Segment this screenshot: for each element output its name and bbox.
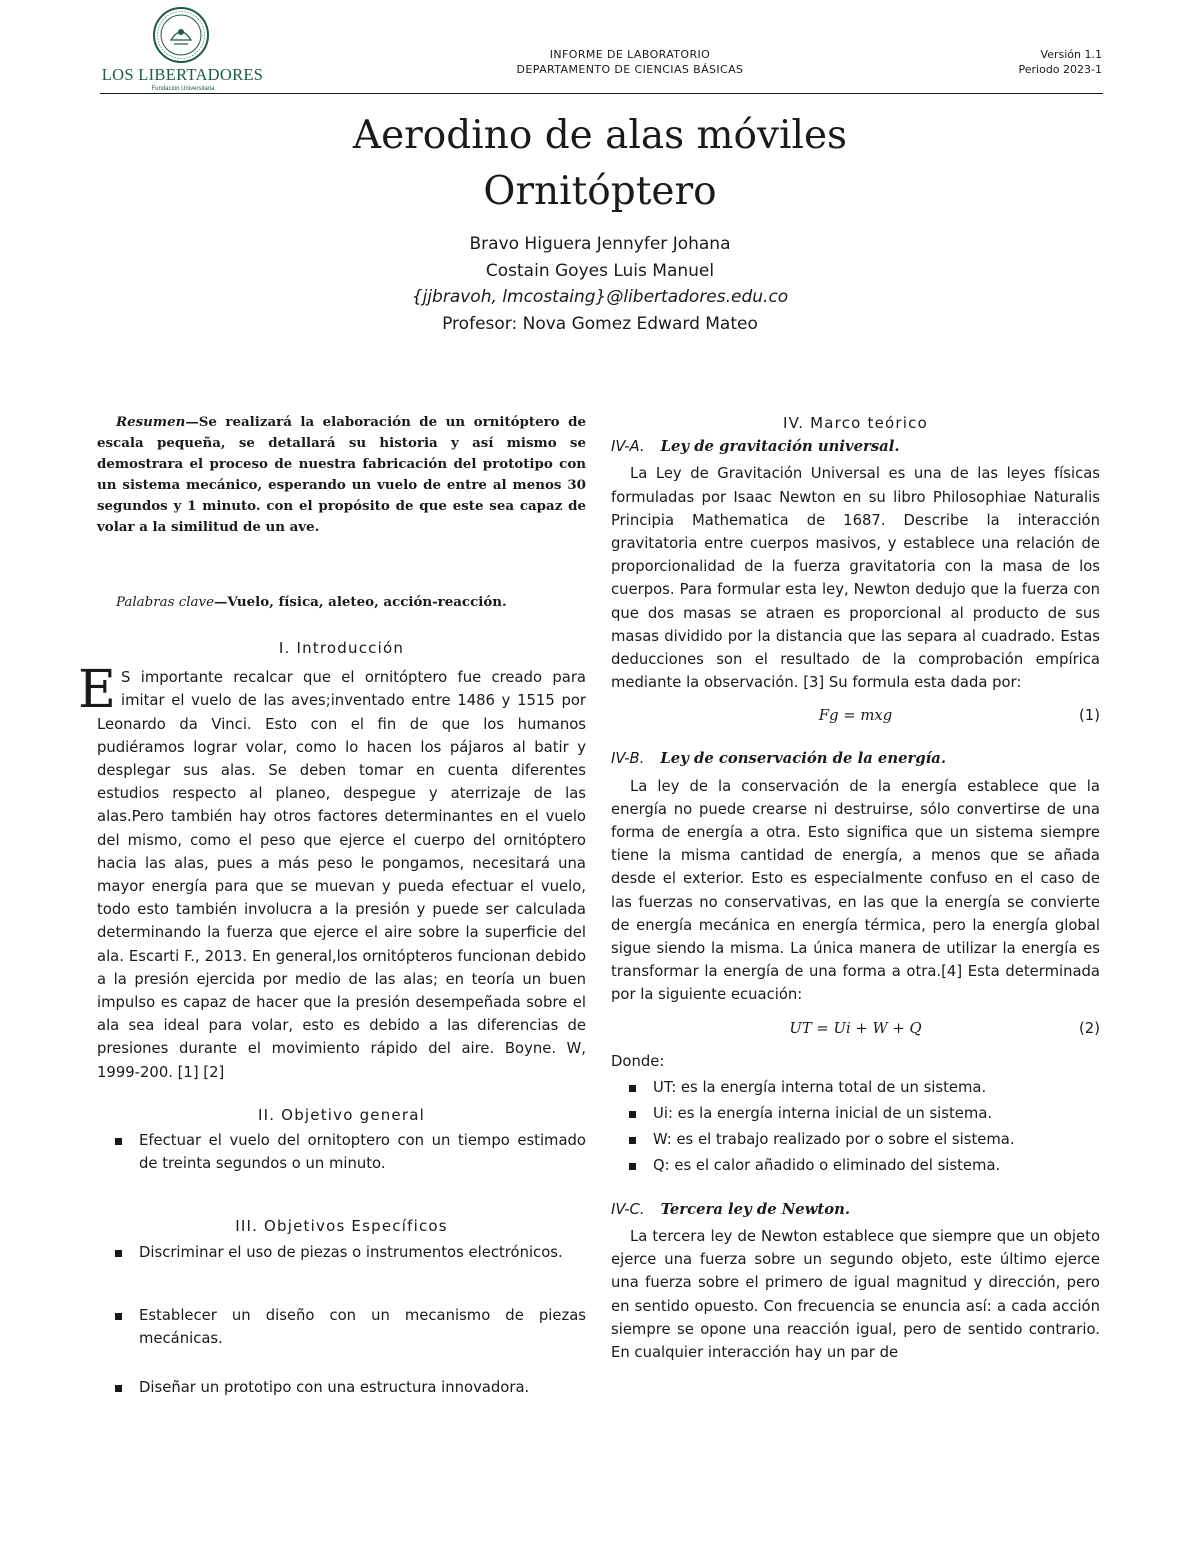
equation-2 (611, 1017, 1100, 1040)
keywords-lead: Palabras clave (116, 595, 214, 610)
objectives-specific-list (97, 1241, 586, 1400)
list-item: Efectuar el vuelo del ornitoptero con un tiempo estimado de treinta segundos o un minuto. (97, 1129, 586, 1175)
abstract-lead: Resumen (116, 414, 186, 430)
equation-1 (611, 704, 1100, 727)
section-heading-objective-general: II. Objetivo general (258, 1105, 425, 1124)
subsection-c-number: IV-C. (611, 1200, 645, 1218)
equation-2-body: UT = Ui + W + Q (789, 1019, 922, 1037)
header-center (420, 47, 840, 77)
subsection-heading-c (611, 1198, 1100, 1221)
donde-label: Donde: (611, 1052, 665, 1070)
energy-terms-list (611, 1076, 1100, 1178)
title-line-2: Ornitóptero (483, 169, 717, 214)
header-department: DEPARTAMENTO DE CIENCIAS BÁSICAS (516, 63, 744, 76)
gravitation-paragraph: La Ley de Gravitación Universal es una de las leyes físicas formuladas por Isaac Newton en su libro Philosophiae Naturalis Principia Mathematica de 1687. Describe la interacción gravitatoria entre cuerpos masivos, y establece una relación de proporcionalidad de la fuerza gravitatoria con la masa de los cuerpos. Para formular esta ley, Newton dedujo que la fuerza con que dos masas se atraen es proporcional al producto de sus masas dividido por la distancia que las separa al cuadrado. Estas deducciones son el resultado de la comprobación empírica mediante la observación. [3] Su formula esta dada por: (611, 465, 1100, 692)
list-item: W: es el trabajo realizado por o sobre el sistema. (611, 1128, 1100, 1151)
intro-paragraph (78, 660, 586, 1084)
equation-1-body: Fg = mxg (818, 707, 893, 725)
section-heading-marco: IV. Marco teórico (783, 414, 928, 432)
list-item: Discriminar el uso de piezas o instrumentos electrónicos. (97, 1241, 586, 1264)
university-seal-icon (152, 6, 210, 64)
header-divider (100, 93, 1103, 94)
page-header (0, 0, 1200, 100)
list-item: UT: es la energía interna total de un sistema. (611, 1076, 1100, 1099)
header-report-type: INFORME DE LABORATORIO (549, 48, 711, 61)
equation-2-number: (2) (1079, 1019, 1100, 1037)
title-line-1: Aerodino de alas móviles (352, 113, 848, 158)
header-version: Versión 1.1 (1040, 48, 1102, 61)
header-period: Periodo 2023-1 (1018, 63, 1102, 76)
equation-1-number: (1) (1079, 707, 1100, 725)
author-2: Costain Goyes Luis Manuel (485, 260, 715, 281)
objective-general-list (97, 1129, 586, 1175)
subsection-a-number: IV-A. (611, 438, 645, 456)
keywords-text: —Vuelo, física, aleteo, acción-reacción. (214, 594, 507, 610)
author-block (300, 231, 900, 337)
subsection-b-number: IV-B. (611, 750, 645, 768)
intro-text: S importante recalcar que el ornitóptero fue creado para imitar el vuelo de las aves;inventado entre 1486 y 1515 por Leonardo da Vinci. Esto con el fin de que los humanos pudiéramos lograr volar, como lo hacen los pájaros al batir y desplegar sus alas. Se deben tomar en cuenta diferentes estudios respecto al planeo, despegue y aterrizaje de las alas.Pero también hay otros factores determinantes en el vuelo del mismo, como el peso que ejerce el cuerpo del ornitóptero hacia las alas, pues a más peso le pongamos, necesitará una mayor energía para que se muevan y pueda efectuar el vuelo, todo esto también involucra a la presión y puede ser calculada determinando la fuerza que ejerce el aire sobre la superficie del ala. Escarti F., 2013. En general,los ornitópteros funcionan debido a la presión ejercida por medio de las alas; en teoría un buen impulso es capaz de hacer que la presión desempeñada sobre el ala sea ideal para volar, esto es debido a las diferencias de presiones durante el movimiento rápido del aire. Boyne. W, 1999-200. [1] [2] (97, 669, 586, 1081)
subsection-a-title: Ley de gravitación universal. (660, 438, 900, 456)
energy-paragraph: La ley de la conservación de la energía establece que la energía no puede crearse ni destruirse, sólo convertirse de una forma de energía a otra. Esto significa que un sistema siempre tiene la misma cantidad de energía, a menos que se añada desde el exterior. Esto es especialmente confuso en el caso de las fuerzas no conservativas, en las que la energía se convierte de energía mecánica en energía térmica, pero la energía global sigue siendo la misma. La única manera de utilizar la energía es transformar la energía de una forma a otra.[4] Esta determinada por la siguiente ecuación: (611, 777, 1100, 1004)
list-item: Ui: es la energía interna inicial de un sistema. (611, 1102, 1100, 1125)
author-emails: {jjbravoh, lmcostaing}@libertadores.edu.co (411, 287, 789, 307)
list-item: Diseñar un prototipo con una estructura innovadora. (97, 1376, 586, 1399)
logo-name: LOS LIBERTADORES (101, 65, 264, 84)
author-1: Bravo Higuera Jennyfer Johana (469, 234, 731, 254)
left-column (78, 412, 586, 1399)
section-heading-objectives-specific: III. Objetivos Específicos (235, 1217, 448, 1236)
list-item: Establecer un diseño con un mecanismo de piezas mecánicas. (97, 1304, 586, 1350)
right-column (611, 412, 1100, 1364)
subsection-c-title: Tercera ley de Newton. (660, 1200, 851, 1218)
header-right (1019, 47, 1103, 77)
section-heading-intro: I. Introducción (278, 639, 405, 657)
intro-dropcap: E (78, 660, 116, 721)
logo-subtitle: Fundación Universitaria (151, 86, 215, 92)
subsection-heading-b (611, 747, 1100, 770)
university-logo (100, 6, 265, 90)
abstract (97, 412, 586, 538)
subsection-b-title: Ley de conservación de la energía. (660, 750, 947, 768)
abstract-text: —Se realizará la elaboración de un ornitóptero de escala pequeña, se detallará su historia y así mismo se demostrara el proceso de nuestra fabricación del prototipo con un sistema mecánico, esperando un vuelo de entre al menos 30 segundos y 1 minuto. con el propósito de que este sea capaz de volar a la similitud de un ave. (97, 414, 586, 535)
paper-title (200, 108, 1000, 220)
keywords (97, 592, 586, 613)
professor: Profesor: Nova Gomez Edward Mateo (442, 313, 758, 334)
list-item: Q: es el calor añadido o eliminado del sistema. (611, 1154, 1100, 1177)
subsection-heading-a (611, 435, 1100, 458)
newton-paragraph: La tercera ley de Newton establece que siempre que un objeto ejerce una fuerza sobre un segundo objeto, este último ejerce una fuerza sobre el primero de igual magnitud y dirección, pero en sentido opuesto. Con frecuencia se enuncia así: a cada acción siempre se opone una reacción igual, pero de sentido contrario. En cualquier interacción hay un par de (611, 1227, 1100, 1361)
